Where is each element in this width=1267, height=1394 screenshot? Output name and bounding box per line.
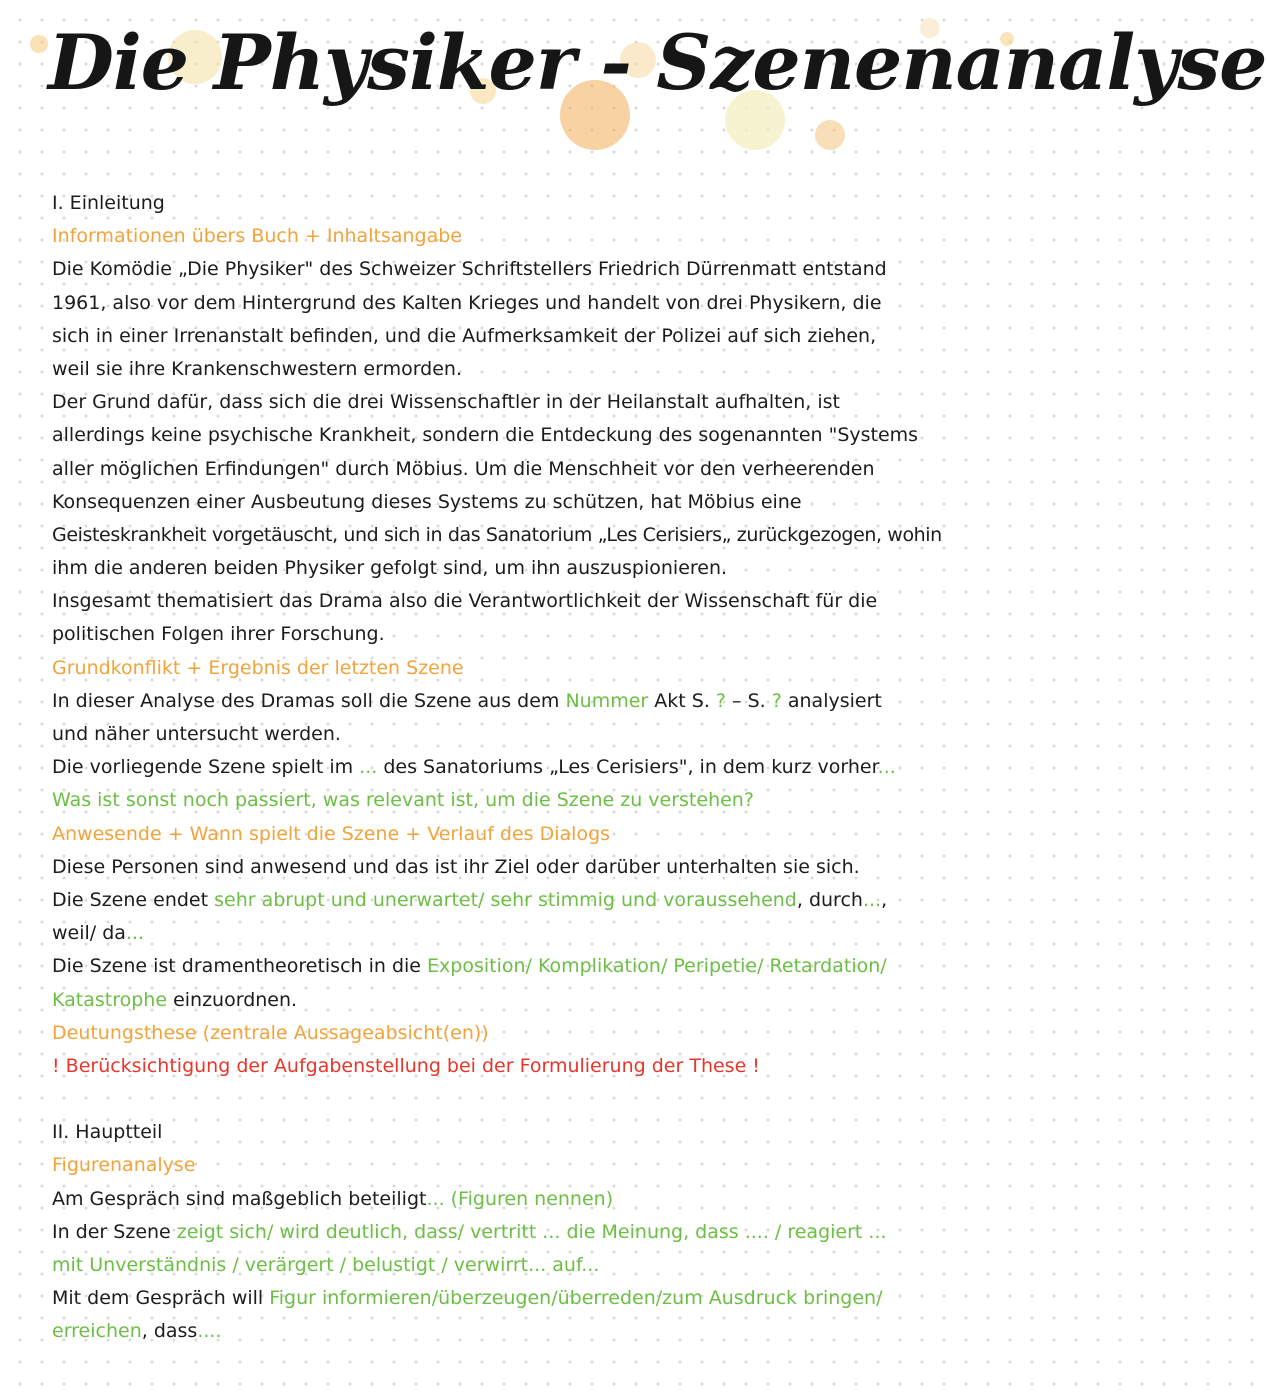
title-area (0, 0, 1267, 170)
subheading-info: Informationen übers Buch + Inhaltsangabe (52, 225, 462, 248)
option-text: zeigt sich/ wird deutlich, dass/ vertritt ... die Meinung, dass .... / reagiert ... (176, 1220, 887, 1243)
section-heading-intro: I. Einleitung (52, 192, 165, 214)
text-line: allerdings keine psychische Krankheit, sondern die Entdeckung des sogenannten "Systems (52, 424, 919, 447)
decor-blob (815, 120, 845, 150)
placeholder-ellipsis: ... (862, 888, 882, 911)
placeholder-ellipsis: ... (359, 756, 378, 779)
guiding-question: Was ist sonst noch passiert, was relevant ist, um die Szene zu verstehen? (52, 789, 754, 812)
setting-line (52, 751, 1070, 784)
placeholder-number: Nummer (565, 689, 649, 712)
text-line: ihm die anderen beiden Physiker gefolgt sind, um ihn auszuspionieren. (52, 557, 728, 580)
text-line: Konsequenzen einer Ausbeutung dieses Systems zu schützen, hat Möbius eine (52, 490, 802, 513)
subheading-thesis: Deutungsthese (zentrale Aussageabsicht(en)) (52, 1021, 489, 1044)
text-line: weil sie ihre Krankenschwestern ermorden. (52, 357, 463, 380)
text-line: sich in einer Irrenanstalt befinden, und die Aufmerksamkeit der Polizei auf sich ziehen, (52, 324, 877, 347)
text-fragment: Die Szene ist dramentheoretisch in die (52, 955, 428, 978)
because-line (52, 917, 1070, 950)
text-fragment: , dass (141, 1320, 198, 1343)
subheading-conflict: Grundkonflikt + Ergebnis der letzten Szene (52, 656, 464, 679)
notes-content (52, 187, 1070, 1349)
goal-line (52, 1282, 1070, 1315)
option-text: erreichen (52, 1320, 142, 1343)
option-text: ... (Figuren nennen) (426, 1187, 614, 1210)
text-fragment: Mit dem Gespräch will (52, 1287, 270, 1310)
page-title: Die Physiker - Szenenanalyse (48, 18, 1267, 107)
option-text: Exposition/ Komplikation/ Peripetie/ Retardation/ (427, 955, 887, 978)
text-line: Insgesamt thematisiert das Drama also die Verantwortlichkeit der Wissenschaft für die (52, 590, 878, 613)
text-fragment: Akt S. (648, 689, 716, 712)
text-line: Der Grund dafür, dass sich die drei Wissenschaftler in der Heilanstalt aufhalten, ist (52, 391, 840, 414)
text-fragment: In dieser Analyse des Dramas soll die Szene aus dem (52, 689, 566, 712)
scene-opinion-line (52, 1216, 1070, 1249)
text-line: 1961, also vor dem Hintergrund des Kalten Krieges und handelt von drei Physikern, die (52, 291, 882, 314)
placeholder-page: ? (715, 689, 727, 712)
section-heading-main: II. Hauptteil (52, 1121, 163, 1144)
scene-end-line (52, 884, 1070, 917)
subheading-present: Anwesende + Wann spielt die Szene + Verlauf des Dialogs (52, 822, 611, 845)
analysis-line (52, 685, 1070, 718)
decor-blob (30, 35, 48, 53)
text-fragment: weil/ da (52, 922, 126, 945)
text-line: Diese Personen sind anwesend und das ist ihr Ziel oder darüber unterhalten sie sich. (52, 855, 860, 878)
goal-line-2 (52, 1315, 1070, 1348)
text-line: Die Komödie „Die Physiker" des Schweizer Schriftstellers Friedrich Dürrenmatt entstand (52, 258, 887, 281)
text-fragment: Die vorliegende Szene spielt im (52, 756, 360, 779)
text-fragment: des Sanatoriums „Les Cerisiers", in dem kurz vorher (377, 756, 878, 779)
placeholder-page: ? (771, 689, 782, 712)
placeholder-ellipsis: .... (197, 1320, 222, 1343)
option-text: sehr abrupt und unerwartet/ sehr stimmig und voraussehend (214, 888, 797, 911)
text-fragment: , durch (796, 888, 863, 911)
text-fragment: einzuordnen. (167, 988, 298, 1011)
participants-line (52, 1183, 1070, 1216)
text-fragment: , (881, 888, 888, 911)
text-fragment: analysiert (781, 689, 882, 712)
placeholder-ellipsis: ... (125, 922, 145, 945)
option-text: Figur informieren/überzeugen/überreden/zum Ausdruck bringen/ (269, 1287, 883, 1310)
placeholder-ellipsis: ... (877, 756, 896, 779)
spacer (52, 1083, 1070, 1116)
text-fragment: Am Gespräch sind maßgeblich beteiligt (52, 1187, 427, 1210)
reaction-line: mit Unverständnis / verärgert / belustigt / verwirrt... auf... (52, 1254, 600, 1276)
text-fragment: In der Szene (52, 1220, 177, 1243)
warning-note: ! Berücksichtigung der Aufgabenstellung bei der Formulierung der These ! (52, 1054, 760, 1077)
drama-theory-line-2 (52, 984, 1070, 1017)
drama-theory-line (52, 950, 1070, 983)
text-line: Geisteskrankheit vorgetäuscht, und sich in das Sanatorium „Les Cerisiers„ zurückgezogen, wohin (52, 523, 942, 546)
option-text: Katastrophe (52, 988, 168, 1011)
text-fragment: – S. (726, 689, 772, 712)
text-fragment: Die Szene endet (52, 888, 215, 911)
subheading-figures: Figurenanalyse (52, 1154, 196, 1177)
text-line: politischen Folgen ihrer Forschung. (52, 623, 385, 646)
text-line: und näher untersucht werden. (52, 723, 341, 745)
text-line: aller möglichen Erfindungen" durch Möbius. Um die Menschheit vor den verheerenden (52, 457, 875, 480)
